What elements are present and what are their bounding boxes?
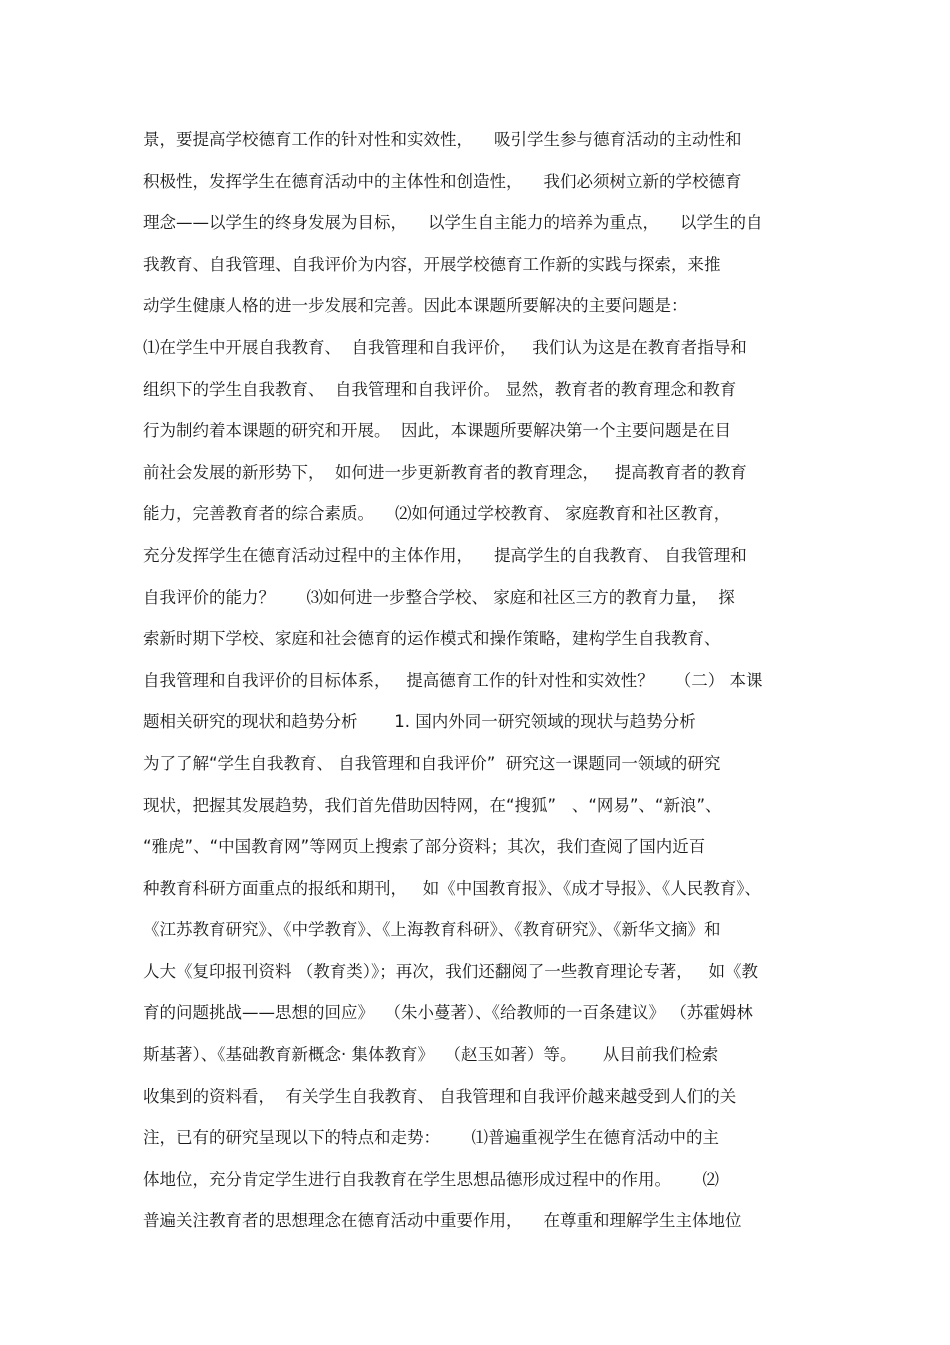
text-line: “雅虎”、“中国教育网”等网页上搜索了部分资料；其次，我们查阅了国内近百 [143, 837, 706, 857]
text-line: 组织下的学生自我教育、 自我管理和自我评价。 显然，教育者的教育理念和教育 [143, 379, 737, 399]
body-text [143, 119, 823, 1242]
text-line: 能力，完善教育者的综合素质。 ⑵如何通过学校教育、 家庭教育和社区教育， [143, 504, 731, 524]
text-line: 理念——以学生的终身发展为目标， 以学生自主能力的培养为重点， 以学生的自 [143, 213, 763, 233]
text-line: 收集到的资料看， 有关学生自我教育、 自我管理和自我评价越来越受到人们的关 [143, 1086, 737, 1106]
text-line: 自我评价的能力？ ⑶如何进一步整合学校、 家庭和社区三方的教育力量， 探 [143, 587, 735, 607]
text-line: 动学生健康人格的进一步发展和完善。因此本课题所要解决的主要问题是： [143, 296, 688, 316]
text-line: 充分发挥学生在德育活动过程中的主体作用， 提高学生的自我教育、 自我管理和 [143, 545, 747, 565]
text-line: 为了了解“学生自我教育、 自我管理和自我评价” 研究这一课题同一领域的研究 [143, 753, 721, 773]
text-line: 《江苏教育研究》、《中学教育》、《上海教育科研》、《教育研究》、《新华文摘》和 [143, 920, 721, 940]
text-line: 育的问题挑战——思想的回应》 （朱小蔓著）、《给教师的一百条建议》 （苏霍姆林 [143, 1003, 753, 1023]
text-line: 注，已有的研究呈现以下的特点和走势： ⑴普遍重视学生在德育活动中的主 [143, 1128, 719, 1148]
text-line: 自我管理和自我评价的目标体系， 提高德育工作的针对性和实效性？ （二） 本课 [143, 670, 763, 690]
text-line: 我教育、自我管理、自我评价为内容，开展学校德育工作新的实践与探索，来推 [143, 254, 721, 274]
text-line: 斯基著）、《基础教育新概念· 集体教育》 （赵玉如著）等。 从目前我们检索 [143, 1045, 719, 1065]
text-line: ⑴在学生中开展自我教育、 自我管理和自我评价， 我们认为这是在教育者指导和 [143, 337, 747, 357]
text-line: 景，要提高学校德育工作的针对性和实效性， 吸引学生参与德育活动的主动性和 [143, 130, 742, 149]
text-line: 题相关研究的现状和趋势分析 1. 国内外同一研究领域的现状与趋势分析 [143, 712, 696, 732]
text-line: 索新时期下学校、家庭和社会德育的运作模式和操作策略，建构学生自我教育、 [143, 629, 721, 649]
text-line: 体地位，充分肯定学生进行自我教育在学生思想品德形成过程中的作用。 ⑵ [143, 1169, 719, 1189]
text-line: 积极性，发挥学生在德育活动中的主体性和创造性， 我们必须树立新的学校德育 [143, 171, 742, 191]
text-line: 种教育科研方面重点的报纸和期刊， 如《中国教育报》、《成才导报》、《人民教育》、 [143, 878, 761, 898]
text-line: 现状，把握其发展趋势，我们首先借助因特网，在“搜狐” 、“网易”、“新浪”、 [143, 795, 722, 815]
text-line: 前社会发展的新形势下， 如何进一步更新教育者的教育理念， 提高教育者的教育 [143, 462, 747, 482]
text-line: 普遍关注教育者的思想理念在德育活动中重要作用， 在尊重和理解学生主体地位 [143, 1211, 742, 1231]
text-line: 人大《复印报刊资料 （教育类）》；再次，我们还翻阅了一些教育理论专著， 如《教 [143, 961, 758, 981]
text-line: 行为制约着本课题的研究和开展。 因此，本课题所要解决第一个主要问题是在目 [143, 421, 731, 441]
